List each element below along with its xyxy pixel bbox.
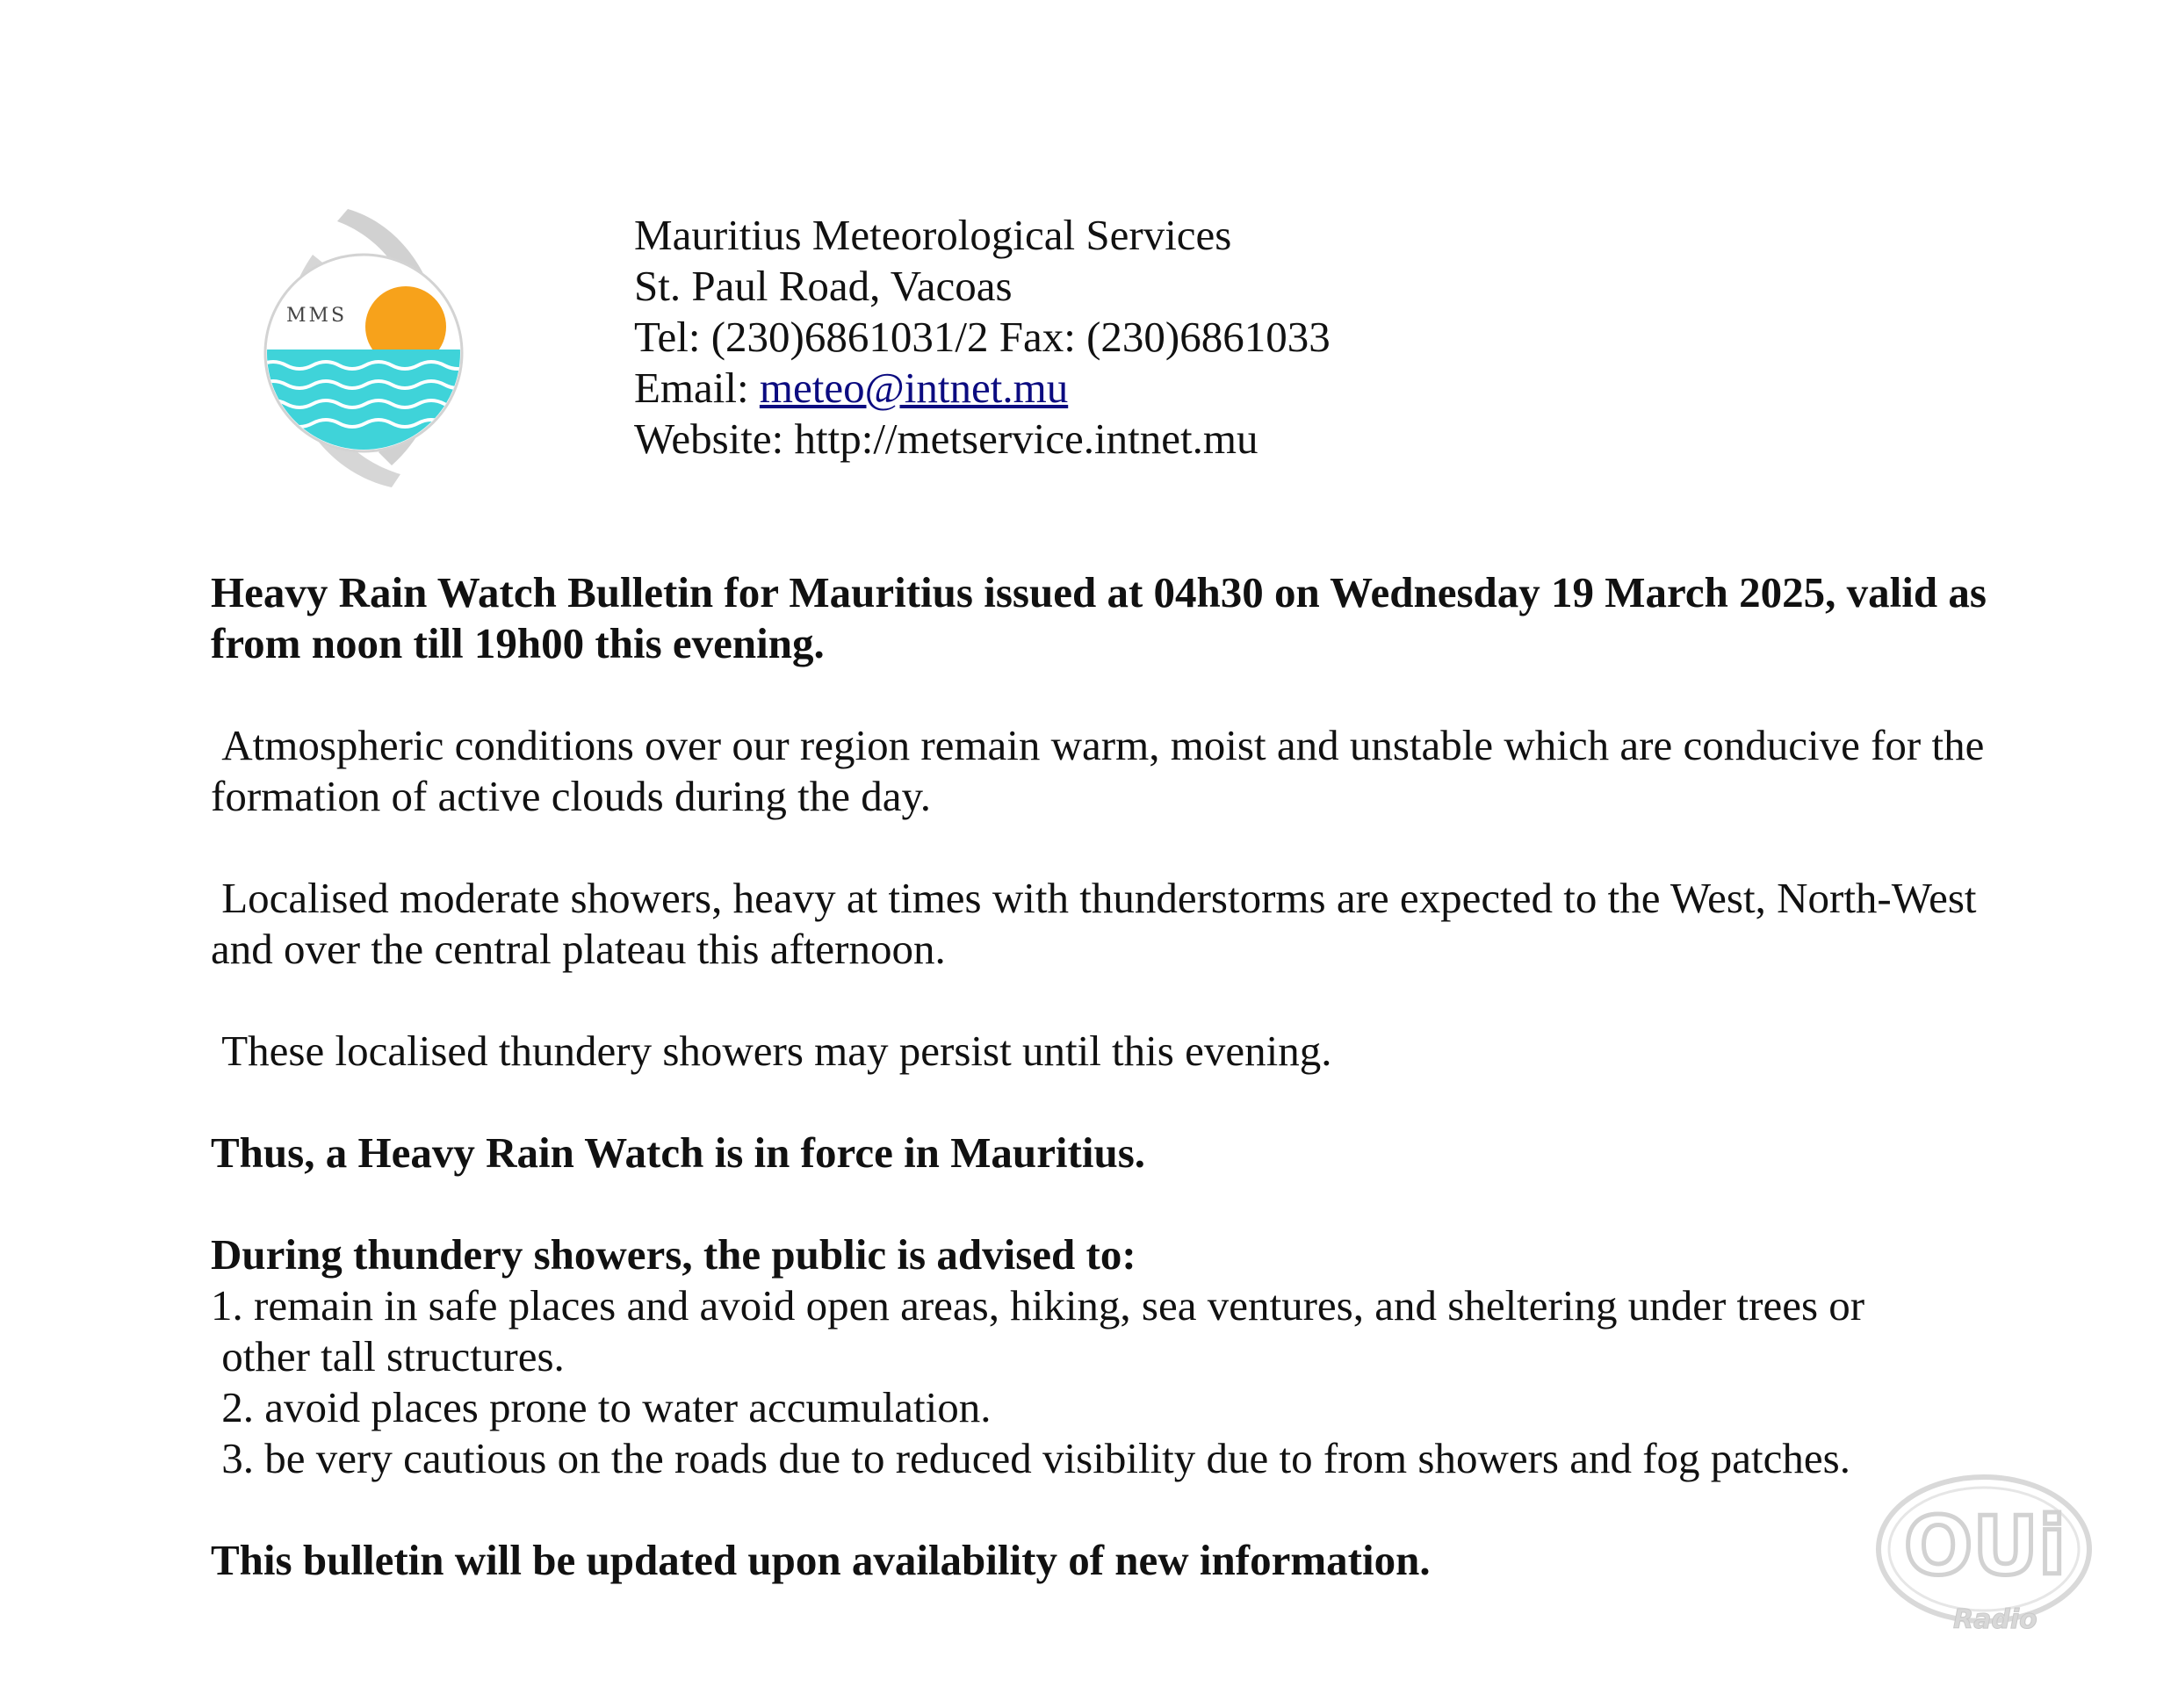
svg-text:Radio: Radio [1953,1604,2037,1635]
org-website: Website: http://metservice.intnet.mu [634,414,1258,463]
org-email-line [634,363,1331,414]
advice-line: 2. avoid places prone to water accumulation. [211,1383,992,1431]
radio-watermark-logo [1869,1468,2099,1644]
advice-line: 1. remain in safe places and avoid open areas, hiking, sea ventures, and sheltering under trees or [211,1281,1865,1330]
org-name: Mauritius Meteorological Services [634,211,1232,259]
paragraph-showers: Localised moderate showers, heavy at times with thunderstorms are expected to the West, North-West and over the central plateau this afternoon. [211,874,1987,973]
svg-text:OUi: OUi [1904,1499,2066,1593]
watch-statement: Thus, a Heavy Rain Watch is in force in Mauritius. [211,1128,1146,1177]
email-link[interactable]: meteo@intnet.mu [759,364,1069,412]
letterhead [634,210,1331,465]
paragraph-persist: These localised thundery showers may persist until this evening. [211,1027,1332,1075]
advice-heading: During thundery showers, the public is advised to: [211,1230,1136,1279]
advice-line: other tall structures. [211,1332,565,1380]
bulletin-heading: Heavy Rain Watch Bulletin for Mauritius issued at 04h30 on Wednesday 19 March 2025, valid as from noon till 19h00 this evening. [211,568,1987,667]
email-label: Email: [634,364,760,412]
logo-text: MMS [286,305,348,327]
org-phone: Tel: (230)6861031/2 Fax: (230)6861033 [634,313,1331,361]
bulletin-footer: This bulletin will be updated upon availability of new information. [211,1536,1431,1584]
mms-logo [260,202,471,494]
advice-line: 3. be very cautious on the roads due to reduced visibility due to from showers and fog patches. [211,1434,1850,1482]
bulletin-body [211,567,2011,1586]
org-address: St. Paul Road, Vacoas [634,262,1013,310]
paragraph-conditions: Atmospheric conditions over our region remain warm, moist and unstable which are conducive for the formation of active clouds during the day. [211,721,1995,820]
